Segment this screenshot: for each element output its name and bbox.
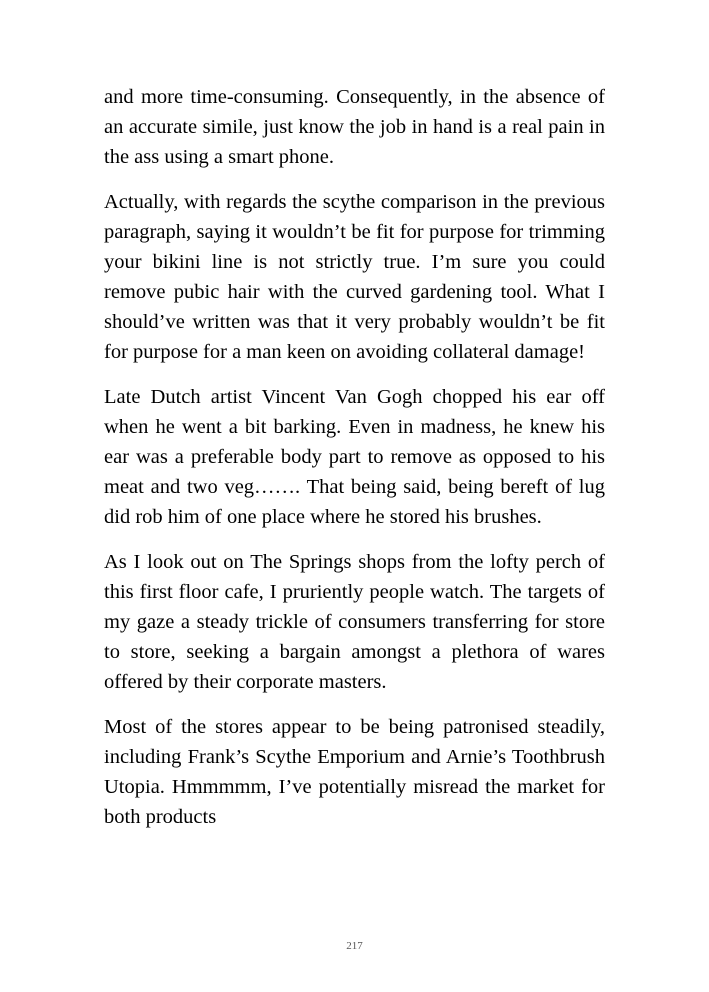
page-number: 217 [346,940,363,952]
page-body [104,82,605,847]
paragraph-3: Late Dutch artist Vincent Van Gogh chopped his ear off when he went a bit barking. Even in madness, he knew his ear was a preferable body part to remove as opposed to his meat and two veg……. That being said, being bereft of lug did rob him of one place where he stored his brushes. [104,386,605,528]
paragraph-1: and more time-consuming. Consequently, in the absence of an accurate simile, just know the job in hand is a real pain in the ass using a smart phone. [104,86,605,168]
paragraph-2: Actually, with regards the scythe comparison in the previous paragraph, saying it wouldn’t be fit for purpose for trimming your bikini line is not strictly true. I’m sure you could remove pubic hair with the curved gardening tool. What I should’ve written was that it very probably wouldn’t be fit for purpose for a man keen on avoiding collateral damage! [104,191,605,363]
paragraph-5: Most of the stores appear to be being patronised steadily, including Frank’s Scythe Emporium and Arnie’s Toothbrush Utopia. Hmmmmm, I’ve potentially misread the market for both products [104,716,605,828]
paragraph-4: As I look out on The Springs shops from the lofty perch of this first floor cafe, I pruriently people watch. The targets of my gaze a steady trickle of consumers transferring for store to store, seeking a bargain amongst a plethora of wares offered by their corporate masters. [104,551,605,693]
